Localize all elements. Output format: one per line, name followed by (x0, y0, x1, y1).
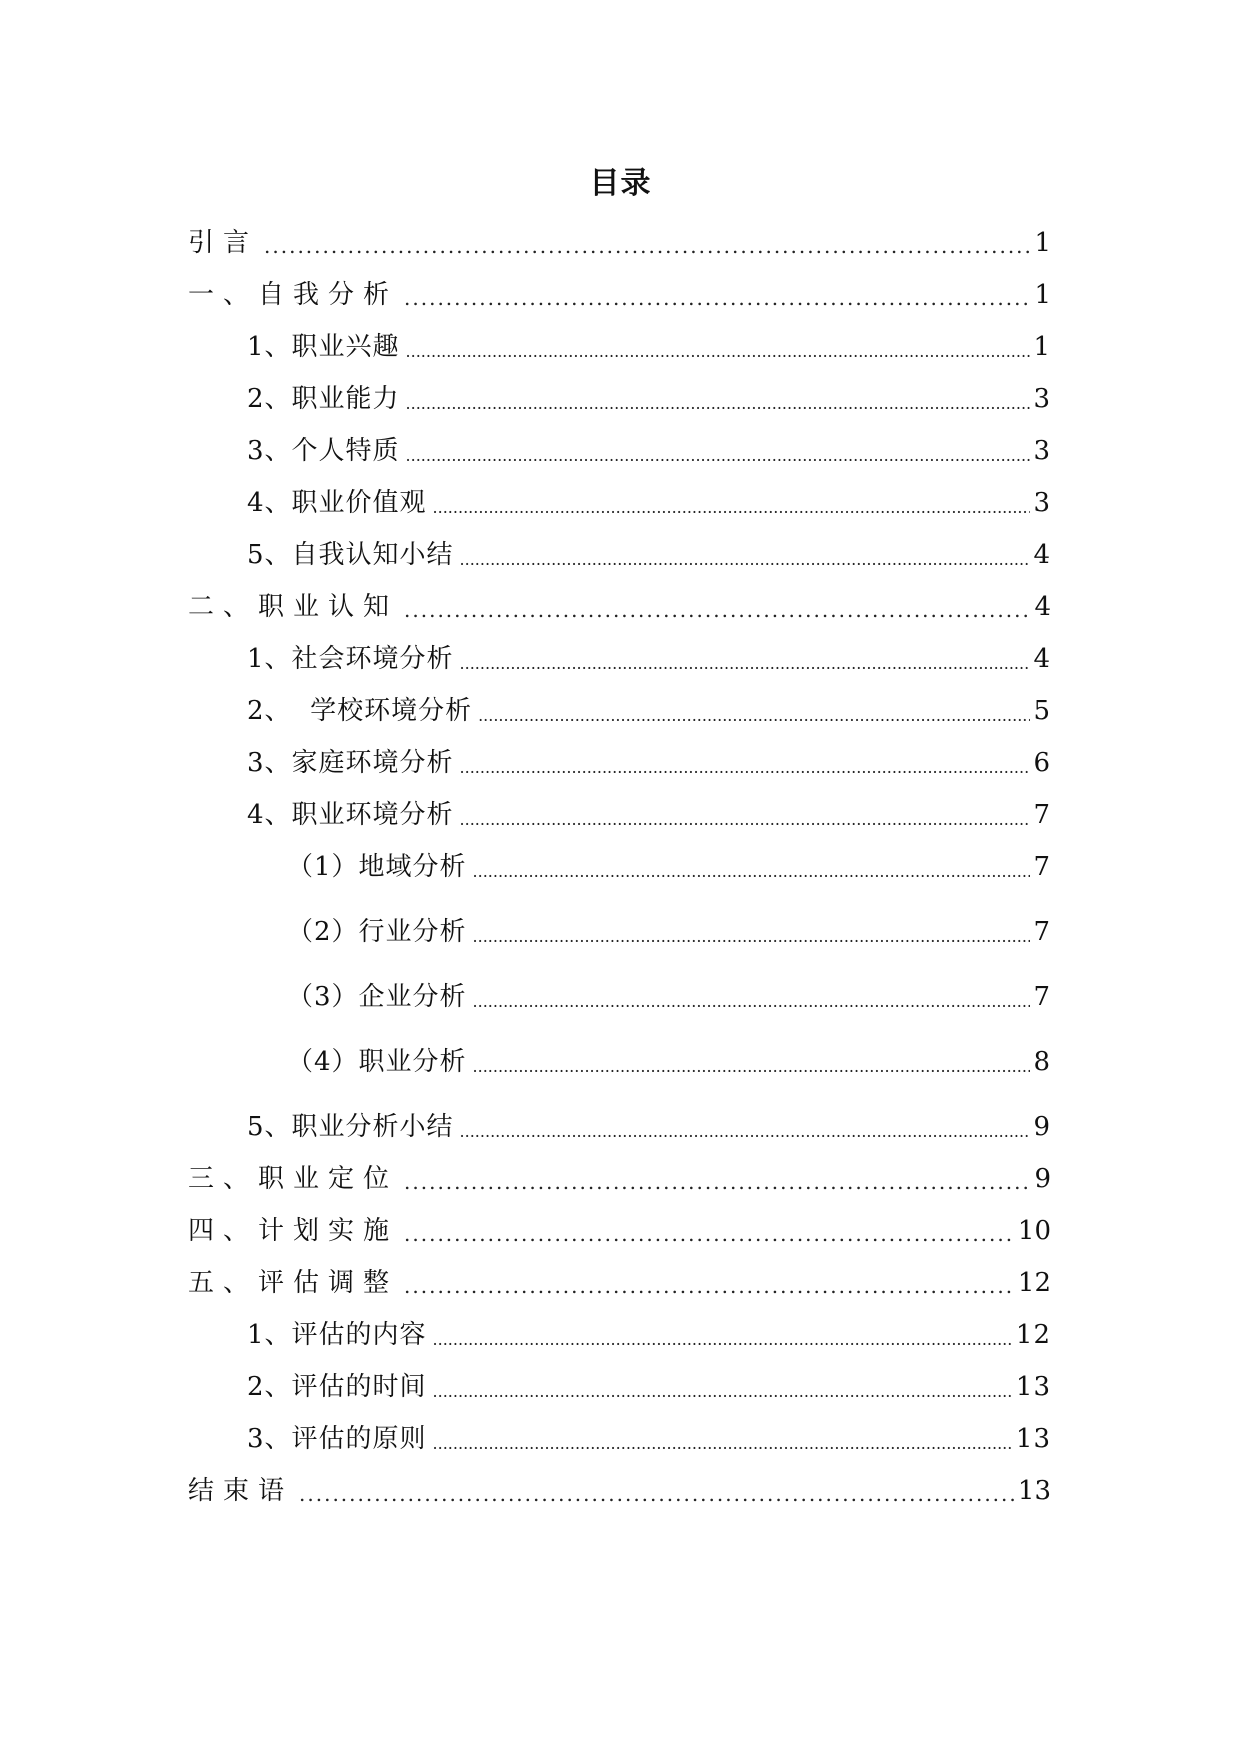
toc-entry[interactable] (287, 1047, 1051, 1077)
toc-entry-page: 12 (1015, 1320, 1051, 1350)
toc-entry[interactable] (247, 644, 1051, 674)
toc-entry-label: 2、评估的时间 (247, 1372, 427, 1402)
toc-entry-label: 结束语 (188, 1476, 294, 1506)
toc-leader-dots (433, 1322, 1013, 1352)
toc-entry-label: 引言 (188, 228, 259, 258)
toc-leader-dots (460, 802, 1031, 832)
toc-entry-page: 3 (1033, 436, 1051, 466)
toc-entry-label: 2、 学校环境分析 (247, 696, 473, 726)
toc-entry[interactable] (188, 280, 1051, 310)
toc-entry-label: 一、自我分析 (188, 280, 399, 310)
toc-entry[interactable] (287, 852, 1051, 882)
toc-entry-label: 3、家庭环境分析 (247, 748, 454, 778)
toc-entry-page: 10 (1017, 1216, 1051, 1246)
toc-entry-label: 四、计划实施 (188, 1216, 399, 1246)
toc-leader-dots (299, 1478, 1015, 1508)
toc-entry-label: （4）职业分析 (287, 1047, 467, 1077)
toc-leader-dots (473, 919, 1031, 949)
toc-title: 目录 (589, 166, 652, 201)
toc-leader-dots (406, 334, 1031, 364)
toc-leader-dots (433, 490, 1031, 520)
toc-entry-label: 5、自我认知小结 (247, 540, 454, 570)
toc-entry-page: 12 (1017, 1268, 1051, 1298)
toc-entry[interactable] (247, 696, 1051, 726)
toc-entry[interactable] (247, 332, 1051, 362)
toc-entry-label: 2、职业能力 (247, 384, 400, 414)
toc-entry-label: 三、职业定位 (188, 1164, 399, 1194)
toc-leader-dots (460, 1114, 1031, 1144)
toc-leader-dots (473, 1049, 1031, 1079)
toc-leader-dots (264, 230, 1031, 260)
toc-entry-label: 3、评估的原则 (247, 1424, 427, 1454)
toc-entry[interactable] (188, 228, 1051, 258)
toc-entry[interactable] (287, 917, 1051, 947)
toc-entry[interactable] (188, 1216, 1051, 1246)
toc-entry[interactable] (188, 1476, 1051, 1506)
toc-entry[interactable] (188, 592, 1051, 622)
toc-leader-dots (404, 594, 1031, 624)
toc-leader-dots (473, 854, 1031, 884)
toc-leader-dots (478, 698, 1030, 728)
toc-entry[interactable] (247, 540, 1051, 570)
toc-entry-page: 7 (1033, 852, 1051, 882)
toc-leader-dots (460, 646, 1031, 676)
toc-leader-dots (404, 1270, 1015, 1300)
toc-leader-dots (460, 750, 1031, 780)
toc-entry-page: 5 (1033, 696, 1051, 726)
toc-entry-page: 6 (1033, 748, 1051, 778)
toc-entry[interactable] (247, 1320, 1051, 1350)
toc-leader-dots (460, 542, 1031, 572)
toc-entry-label: （1）地域分析 (287, 852, 467, 882)
toc-leader-dots (404, 282, 1031, 312)
toc-entry[interactable] (247, 1372, 1051, 1402)
toc-entry-page: 1 (1034, 280, 1051, 310)
toc-entry-label: 1、评估的内容 (247, 1320, 427, 1350)
toc-entry-page: 4 (1033, 644, 1051, 674)
toc-entry-page: 1 (1034, 228, 1051, 258)
toc-entry-label: 1、社会环境分析 (247, 644, 454, 674)
toc-entry[interactable] (188, 1164, 1051, 1194)
toc-entry-page: 3 (1033, 488, 1051, 518)
toc-entry-label: 5、职业分析小结 (247, 1112, 454, 1142)
toc-entry-page: 13 (1015, 1372, 1051, 1402)
toc-entry-page: 8 (1033, 1047, 1051, 1077)
toc-entry-label: 二、职业认知 (188, 592, 399, 622)
toc-leader-dots (404, 1166, 1031, 1196)
toc-entry-page: 13 (1017, 1476, 1051, 1506)
toc-entry[interactable] (247, 800, 1051, 830)
toc-entry-page: 7 (1033, 982, 1051, 1012)
toc-entry[interactable] (287, 982, 1051, 1012)
toc-entry-page: 7 (1033, 917, 1051, 947)
toc-entry-page: 9 (1034, 1164, 1051, 1194)
toc-entry-label: 4、职业价值观 (247, 488, 427, 518)
toc-entry-label: 4、职业环境分析 (247, 800, 454, 830)
toc-entry-page: 4 (1033, 540, 1051, 570)
toc-entry-label: 五、评估调整 (188, 1268, 399, 1298)
toc-entry-label: 1、职业兴趣 (247, 332, 400, 362)
toc-leader-dots (404, 1218, 1015, 1248)
toc-entry-label: 3、个人特质 (247, 436, 400, 466)
toc-leader-dots (406, 438, 1031, 468)
toc-entry[interactable] (247, 1112, 1051, 1142)
toc-leader-dots (406, 386, 1031, 416)
toc-entry-label: （2）行业分析 (287, 917, 467, 947)
toc-entry[interactable] (247, 384, 1051, 414)
toc-entry-page: 4 (1034, 592, 1051, 622)
toc-entry-page: 9 (1033, 1112, 1051, 1142)
toc-entry[interactable] (247, 748, 1051, 778)
toc-entry[interactable] (247, 1424, 1051, 1454)
toc-entry[interactable] (247, 436, 1051, 466)
toc-entry-page: 1 (1033, 332, 1051, 362)
toc-entry-page: 7 (1033, 800, 1051, 830)
toc-leader-dots (433, 1426, 1013, 1456)
toc-leader-dots (473, 984, 1031, 1014)
toc-entry[interactable] (188, 1268, 1051, 1298)
toc-leader-dots (433, 1374, 1013, 1404)
toc-entry[interactable] (247, 488, 1051, 518)
toc-entry-label: （3）企业分析 (287, 982, 467, 1012)
toc-entry-page: 13 (1015, 1424, 1051, 1454)
toc-entry-page: 3 (1033, 384, 1051, 414)
